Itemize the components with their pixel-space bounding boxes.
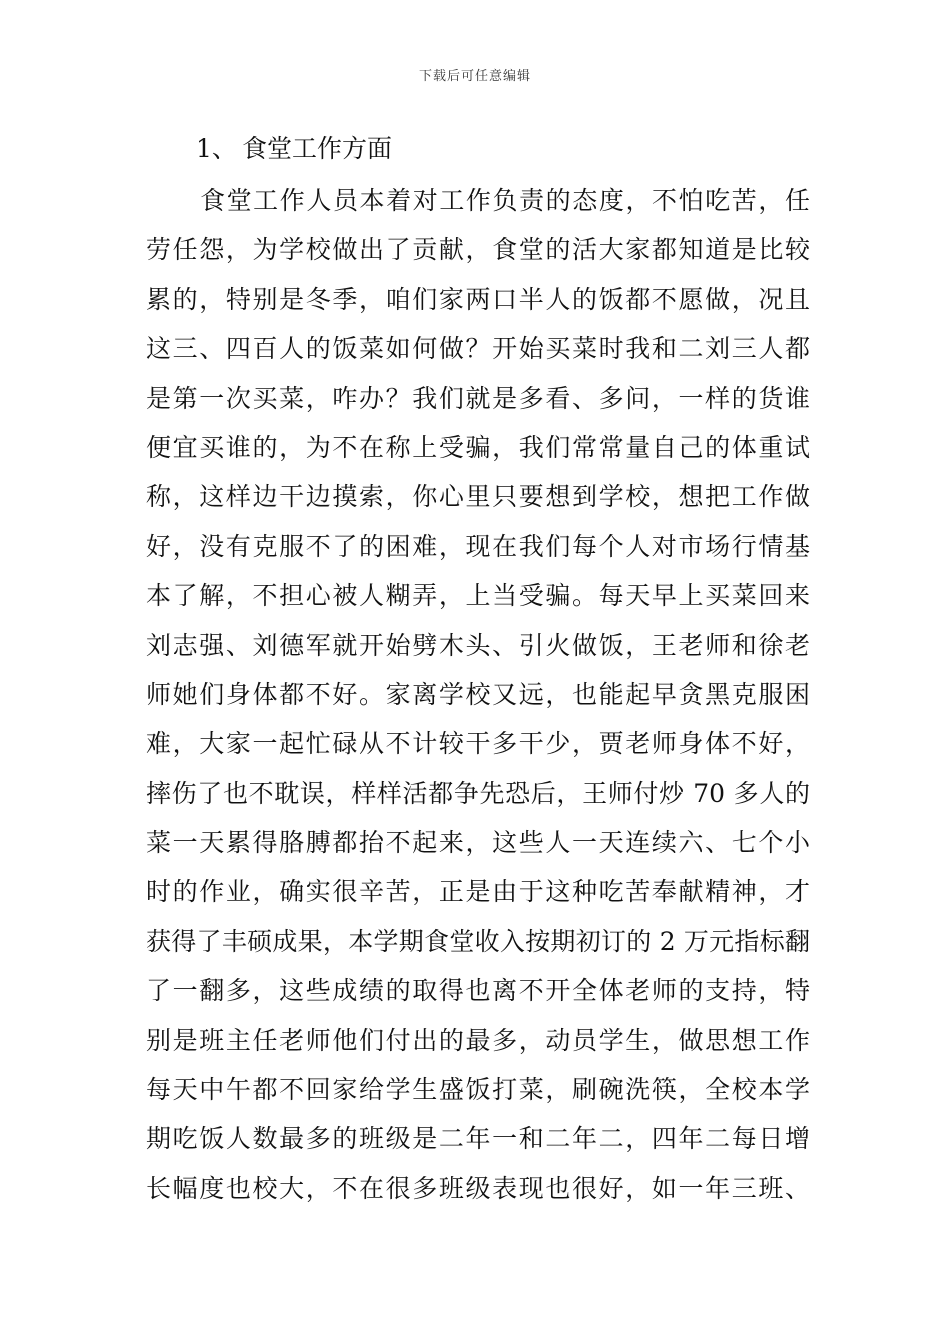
section-title: 食堂工作方面 — [242, 134, 393, 163]
section-heading — [196, 132, 392, 166]
paragraph-line: 这三、四百人的饭菜如何做？开始买菜时我和二刘三人都 — [146, 334, 810, 364]
paragraph-line: 难，大家一起忙碌从不计较干多干少，贾老师身体不好， — [146, 729, 810, 759]
section-number: 1、 — [196, 134, 237, 163]
paragraph-line: 期吃饭人数最多的班级是二年一和二年二，四年二每日增 — [146, 1124, 810, 1154]
paragraph-line: 本了解，不担心被人糊弄，上当受骗。每天早上买菜回来 — [146, 581, 810, 611]
paragraph-line: 累的，特别是冬季，咱们家两口半人的饭都不愿做，况且 — [146, 284, 810, 314]
paragraph-line: 食堂工作人员本着对工作负责的态度，不怕吃苦，任 — [200, 186, 810, 215]
paragraph-line: 了一翻多，这些成绩的取得也离不开全体老师的支持，特 — [146, 976, 810, 1006]
paragraph-line: 称，这样边干边摸索，你心里只要想到学校，想把工作做 — [146, 482, 810, 512]
paragraph-line: 时的作业，确实很辛苦，正是由于这种吃苦奉献精神，才 — [146, 877, 810, 907]
paragraph-line: 师她们身体都不好。家离学校又远，也能起早贪黑克服困 — [146, 679, 810, 709]
paragraph-line: 摔伤了也不耽误，样样活都争先恐后，王师付炒 70 多人的 — [146, 778, 810, 808]
paragraph-line: 好，没有克服不了的困难，现在我们每个人对市场行情基 — [146, 531, 810, 561]
paragraph-line: 每天中午都不回家给学生盛饭打菜，刷碗洗筷，全校本学 — [146, 1075, 810, 1105]
paragraph-line: 菜一天累得胳膊都抬不起来，这些人一天连续六、七个小 — [146, 828, 810, 858]
header-note: 下载后可任意编辑 — [418, 69, 531, 84]
paragraph-line: 劳任怨，为学校做出了贡献，食堂的活大家都知道是比较 — [146, 235, 810, 265]
paragraph-line: 别是班主任老师他们付出的最多，动员学生，做思想工作 — [146, 1025, 810, 1055]
paragraph-line: 刘志强、刘德军就开始劈木头、引火做饭，王老师和徐老 — [146, 630, 810, 660]
paragraph-line: 便宜买谁的，为不在称上受骗，我们常常量自己的体重试 — [146, 432, 810, 462]
paragraph-line: 获得了丰硕成果，本学期食堂收入按期初订的 2 万元指标翻 — [146, 926, 810, 956]
body-paragraph — [146, 182, 810, 1219]
paragraph-line: 是第一次买菜，咋办？我们就是多看、多问，一样的货谁 — [146, 383, 810, 413]
paragraph-line: 长幅度也校大，不在很多班级表现也很好，如一年三班、 — [146, 1173, 810, 1203]
